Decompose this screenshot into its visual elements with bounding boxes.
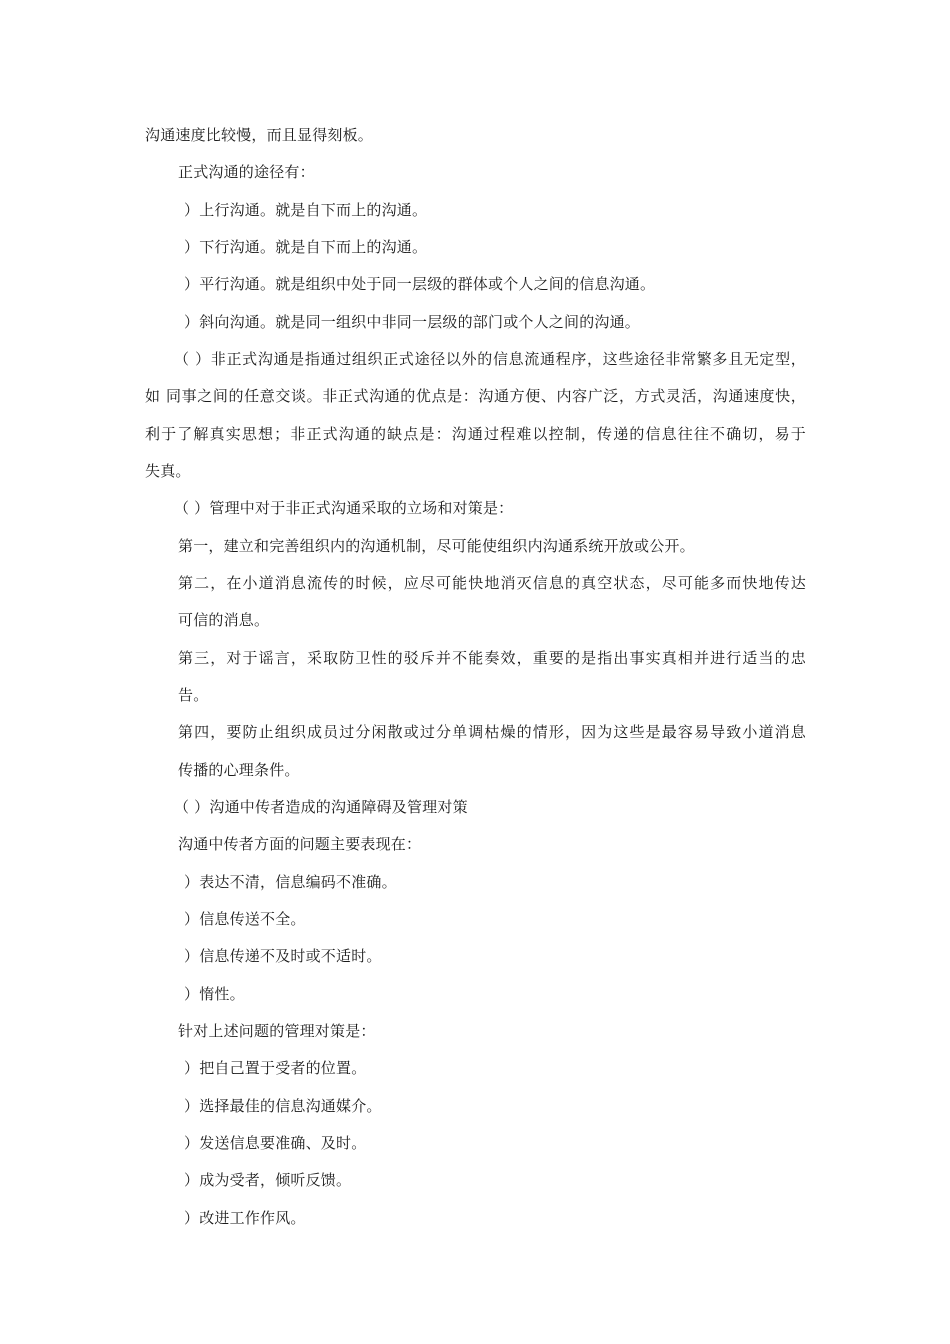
paragraph-line: 告。 [178, 686, 209, 704]
paragraph-line: 利于了解真实思想；非正式沟通的缺点是：沟通过程难以控制，传递的信息往往不确切，易于 [145, 425, 806, 443]
list-item: ）信息传递不及时或不适时。 [184, 947, 382, 965]
paragraph-line: 正式沟通的途径有： [178, 163, 315, 181]
list-item: ）表达不清，信息编码不准确。 [184, 873, 397, 891]
paragraph-line: 失真。 [145, 462, 191, 480]
section-heading: （ ）沟通中传者造成的沟通障碍及管理对策 [174, 798, 468, 816]
paragraph-line: 可信的消息。 [178, 611, 270, 629]
list-item: ）选择最佳的信息沟通媒介。 [184, 1097, 382, 1115]
paragraph-line: 第三，对于谣言，采取防卫性的驳斥并不能奏效，重要的是指出事实真相并进行适当的忠 [178, 649, 806, 667]
paragraph-line: 沟通速度比较慢，而且显得刻板。 [145, 126, 374, 144]
list-item: ）成为受者，倾听反馈。 [184, 1171, 352, 1189]
paragraph-line: 第四，要防止组织成员过分闲散或过分单调枯燥的情形，因为这些是最容易导致小道消息 [178, 723, 806, 741]
list-item: ）惰性。 [184, 985, 245, 1003]
list-item: ）平行沟通。就是组织中处于同一层级的群体或个人之间的信息沟通。 [184, 275, 656, 293]
list-item: ）斜向沟通。就是同一组织中非同一层级的部门或个人之间的沟通。 [184, 313, 641, 331]
list-item: ）把自己置于受者的位置。 [184, 1059, 367, 1077]
list-item: ）上行沟通。就是自下而上的沟通。 [184, 201, 428, 219]
paragraph-line: 第一，建立和完善组织内的沟通机制，尽可能使组织内沟通系统开放或公开。 [178, 537, 695, 555]
paragraph-line: 传播的心理条件。 [178, 761, 300, 779]
paragraph-line: 沟通中传者方面的问题主要表现在： [178, 835, 422, 853]
paragraph-line: 第二，在小道消息流传的时候，应尽可能快地消灭信息的真空状态，尽可能多而快地传达 [178, 574, 806, 592]
paragraph-line: 针对上述问题的管理对策是： [178, 1022, 376, 1040]
section-heading: （ ）管理中对于非正式沟通采取的立场和对策是： [174, 499, 514, 517]
list-item: ）改进工作作风。 [184, 1209, 306, 1227]
list-item: ）信息传送不全。 [184, 910, 306, 928]
paragraph-line: 如 同事之间的任意交谈。非正式沟通的优点是：沟通方便、内容广泛，方式灵活，沟通速度快， [145, 387, 806, 405]
list-item: ）发送信息要准确、及时。 [184, 1134, 367, 1152]
paragraph-line: （ ）非正式沟通是指通过组织正式途径以外的信息流通程序，这些途径非常繁多且无定型， [174, 350, 806, 368]
list-item: ）下行沟通。就是自下而上的沟通。 [184, 238, 428, 256]
